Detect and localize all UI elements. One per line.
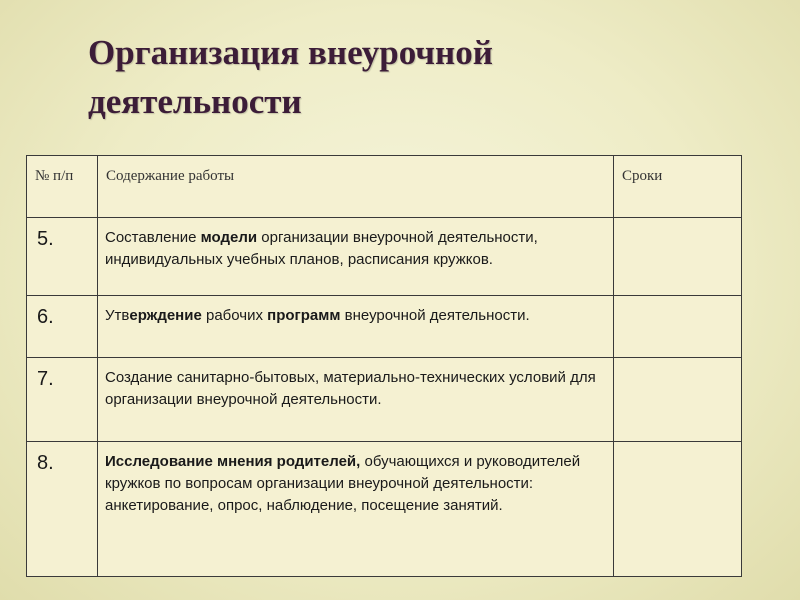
table-header-row bbox=[27, 156, 742, 218]
content-text: внеурочной деятельности. bbox=[340, 307, 530, 324]
row-number-cell bbox=[27, 358, 98, 442]
row-number: 5. bbox=[37, 228, 54, 250]
emphasis-text: Исследование мнения родителей, bbox=[105, 453, 361, 470]
row-content-cell bbox=[98, 358, 614, 442]
table-row bbox=[27, 442, 742, 577]
emphasis-text: модели bbox=[200, 229, 258, 246]
row-content bbox=[98, 218, 613, 271]
row-number-cell bbox=[27, 218, 98, 296]
row-terms-cell bbox=[614, 296, 742, 358]
row-terms bbox=[614, 218, 741, 227]
row-content-cell bbox=[98, 218, 614, 296]
row-number: 8. bbox=[37, 452, 54, 474]
row-number: 7. bbox=[37, 368, 54, 390]
content-text: Создание санитарно-бытовых, материально-технических условий для организации внеурочной деятельности. bbox=[105, 369, 596, 408]
row-number: 6. bbox=[37, 306, 54, 328]
row-content bbox=[98, 358, 613, 411]
page-title-line-1: Организация внеурочной bbox=[88, 33, 493, 72]
page-title bbox=[88, 28, 708, 126]
table-row bbox=[27, 296, 742, 358]
row-terms bbox=[614, 358, 741, 367]
row-terms-cell bbox=[614, 358, 742, 442]
content-text: Утв bbox=[105, 307, 130, 324]
row-number-cell bbox=[27, 442, 98, 577]
row-content-cell bbox=[98, 442, 614, 577]
row-terms-cell bbox=[614, 218, 742, 296]
header-number: № п/п bbox=[27, 156, 98, 218]
content-text: обучающихся и руководителей кружков по вопросам организации внеурочной деятельности: анкетирование, опрос, наблюдение, посещение занятий. bbox=[105, 453, 581, 514]
content-text: Составление bbox=[105, 229, 201, 246]
row-content-cell bbox=[98, 296, 614, 358]
content-text: рабочих bbox=[201, 307, 268, 324]
header-terms: Сроки bbox=[614, 156, 742, 218]
row-terms bbox=[614, 442, 741, 451]
content-text: организации внеурочной деятельности, индивидуальных учебных планов, расписания кружков. bbox=[105, 229, 538, 268]
table-row bbox=[27, 358, 742, 442]
row-number-cell bbox=[27, 296, 98, 358]
emphasis-text: ерждение bbox=[129, 307, 202, 324]
page-title-line-2: деятельности bbox=[88, 82, 302, 121]
emphasis-text: программ bbox=[267, 307, 341, 324]
work-plan-table bbox=[26, 155, 742, 577]
row-content bbox=[98, 296, 613, 327]
header-content: Содержание работы bbox=[98, 156, 614, 218]
table-row bbox=[27, 218, 742, 296]
row-terms-cell bbox=[614, 442, 742, 577]
row-content bbox=[98, 442, 613, 517]
row-terms bbox=[614, 296, 741, 305]
